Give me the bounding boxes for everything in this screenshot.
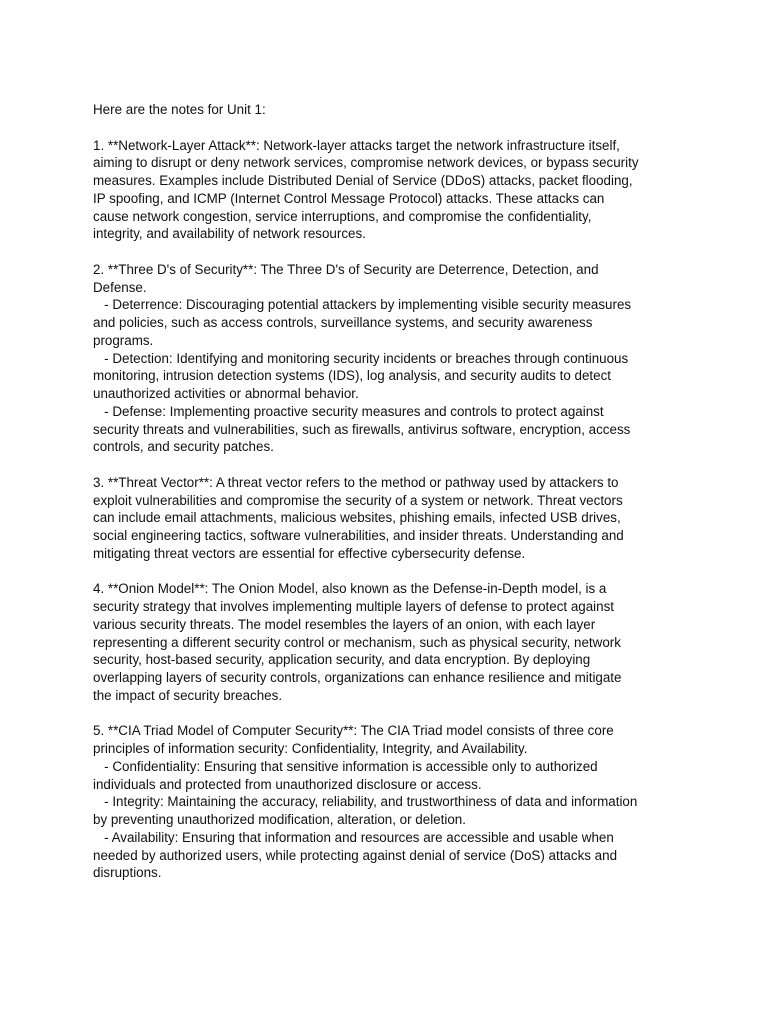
note-line: overlapping layers of security controls, organizations can enhance resilience and mitigate: [93, 670, 622, 685]
note-line: various security threats. The model resembles the layers of an onion, with each layer: [93, 616, 596, 632]
notes-document: [93, 101, 683, 882]
note-line: disruptions.: [93, 865, 162, 881]
note-line: - Detection: Identifying and monitoring security incidents or breaches through continuous: [93, 350, 629, 366]
notes-sections: [93, 137, 683, 883]
note-line: can include email attachments, malicious websites, phishing emails, infected USB drives,: [93, 510, 621, 526]
note-line: principles of information security: Confidentiality, Integrity, and Availability.: [93, 741, 528, 756]
paragraph-gap: [93, 705, 683, 723]
note-line: monitoring, intrusion detection systems (IDS), log analysis, and security audits to detect: [93, 368, 612, 384]
note-line: - Confidentiality: Ensuring that sensitive information is accessible only to authorized: [93, 758, 598, 774]
paragraph-gap: [93, 563, 683, 581]
note-line: 2. **Three D's of Security**: The Three D's of Security are Deterrence, Detection, and: [93, 261, 599, 277]
note-line: - Availability: Ensuring that information and resources are accessible and usable when: [93, 829, 614, 845]
note-line: measures. Examples include Distributed Denial of Service (DDoS) attacks, packet flooding,: [93, 173, 633, 188]
paragraph-gap: [93, 456, 683, 474]
note-section: [93, 474, 683, 563]
note-line: by preventing unauthorized modification, alteration, or deletion.: [93, 812, 466, 827]
note-line: security, host-based security, application security, and data encryption. By deploying: [93, 652, 591, 668]
note-section: [93, 137, 683, 244]
note-line: 5. **CIA Triad Model of Computer Security**: The CIA Triad model consists of three core: [93, 723, 614, 739]
note-line: mitigating threat vectors are essential for effective cybersecurity defense.: [93, 545, 526, 561]
note-section: [93, 580, 683, 704]
note-line: - Defense: Implementing proactive security measures and controls to protect against: [93, 403, 604, 419]
note-line: 1. **Network-Layer Attack**: Network-layer attacks target the network infrastructure itself,: [93, 137, 620, 153]
note-line: controls, and security patches.: [93, 439, 274, 455]
note-line: social engineering tactics, software vulnerabilities, and insider threats. Understanding and: [93, 528, 624, 543]
note-line: 4. **Onion Model**: The Onion Model, also known as the Defense-in-Depth model, is a: [93, 581, 607, 597]
note-line: exploit vulnerabilities and compromise the security of a system or network. Threat vectors: [93, 492, 623, 508]
note-line: aiming to disrupt or deny network services, compromise network devices, or bypass security: [93, 155, 639, 171]
paragraph-gap: [93, 119, 683, 137]
note-line: 3. **Threat Vector**: A threat vector refers to the method or pathway used by attackers to: [93, 474, 619, 490]
paragraph-gap: [93, 243, 683, 261]
note-section: [93, 261, 683, 456]
note-section: [93, 722, 683, 882]
note-line: needed by authorized users, while protecting against denial of service (DoS) attacks and: [93, 847, 618, 863]
note-line: Defense.: [93, 279, 147, 295]
note-line: IP spoofing, and ICMP (Internet Control Message Protocol) attacks. These attacks can: [93, 190, 605, 206]
note-line: security strategy that involves implementing multiple layers of defense to protect against: [93, 599, 615, 614]
note-line: - Integrity: Maintaining the accuracy, reliability, and trustworthiness of data and information: [93, 794, 638, 810]
note-line: representing a different security control or mechanism, such as physical security, network: [93, 634, 621, 650]
note-line: - Deterrence: Discouraging potential attackers by implementing visible security measures: [93, 297, 632, 313]
note-line: cause network congestion, service interruptions, and compromise the confidentiality,: [93, 208, 592, 224]
notes-intro: Here are the notes for Unit 1:: [93, 102, 266, 117]
note-line: individuals and protected from unauthorized disclosure or access.: [93, 776, 482, 792]
note-line: security threats and vulnerabilities, such as firewalls, antivirus software, encryption, access: [93, 421, 631, 437]
note-line: and policies, such as access controls, surveillance systems, and security awareness: [93, 315, 593, 330]
note-line: integrity, and availability of network resources.: [93, 226, 366, 242]
note-line: the impact of security breaches.: [93, 687, 283, 703]
note-line: unauthorized activities or abnormal behavior.: [93, 386, 359, 401]
note-line: programs.: [93, 332, 154, 348]
